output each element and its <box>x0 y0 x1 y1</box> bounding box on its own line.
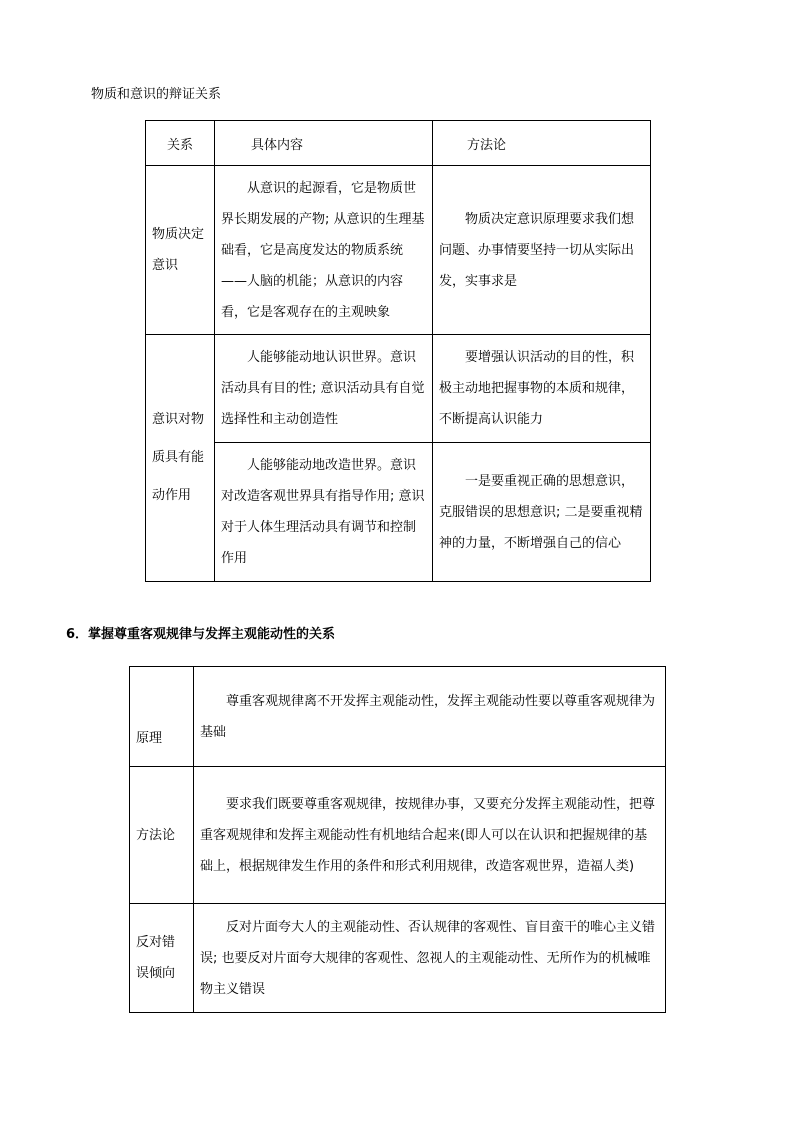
row2-content-b: 人能够能动地改造世界。意识对改造客观世界具有指导作用; 意识对于人体生理活动具有调节和控制作用 <box>215 443 433 582</box>
header-method: 方法论 <box>433 121 651 166</box>
section1-caption: 物质和意识的辩证关系 <box>91 87 222 102</box>
table-row <box>146 443 651 582</box>
row-principle-content: 尊重客观规律离不开发挥主观能动性，发挥主观能动性要以尊重客观规律为基础 <box>194 667 666 767</box>
row2-content-a: 人能够能动地认识世界。意识活动具有目的性; 意识活动具有自觉选择性和主动创造性 <box>215 335 433 443</box>
table-row <box>130 767 666 904</box>
row2-method-a: 要增强认识活动的目的性，积极主动地把握事物的本质和规律，不断提高认识能力 <box>433 335 651 443</box>
row-method-content: 要求我们既要尊重客观规律，按规律办事，又要充分发挥主观能动性，把尊重客观规律和发挥主观能动性有机地结合起来(即人可以在认识和把握规律的基础上，根据规律发生作用的条件和形式利用规律，改造客观世界，造福人类) <box>194 767 666 904</box>
table-row <box>146 335 651 443</box>
row-principle-label: 原理 <box>130 667 194 767</box>
row1-label: 物质决定意识 <box>146 166 215 335</box>
row2-label: 意识对物质具有能动作用 <box>146 335 215 582</box>
table-row <box>130 904 666 1013</box>
table-row <box>130 667 666 767</box>
row1-content: 从意识的起源看，它是物质世界长期发展的产物; 从意识的生理基础看，它是高度发达的物质系统——人脑的机能；从意识的内容看，它是客观存在的主观映象 <box>215 166 433 335</box>
law-initiative-table <box>129 666 666 1013</box>
header-relation: 关系 <box>146 121 215 166</box>
row2-method-b: 一是要重视正确的思想意识，克服错误的思想意识; 二是要重视精神的力量，不断增强自己的信心 <box>433 443 651 582</box>
row-oppose-content: 反对片面夸大人的主观能动性、否认规律的客观性、盲目蛮干的唯心主义错误; 也要反对片面夸大规律的客观性、忽视人的主观能动性、无所作为的机械唯物主义错误 <box>194 904 666 1013</box>
table-row <box>146 166 651 335</box>
table-header-row <box>146 121 651 166</box>
row1-method: 物质决定意识原理要求我们想问题、办事情要坚持一切从实际出发，实事求是 <box>433 166 651 335</box>
header-content: 具体内容 <box>215 121 433 166</box>
row-method-label: 方法论 <box>130 767 194 904</box>
row-oppose-label: 反对错误倾向 <box>130 904 194 1013</box>
section2-caption: 6．掌握尊重客观规律与发挥主观能动性的关系 <box>66 627 336 642</box>
matter-consciousness-table <box>145 120 651 582</box>
